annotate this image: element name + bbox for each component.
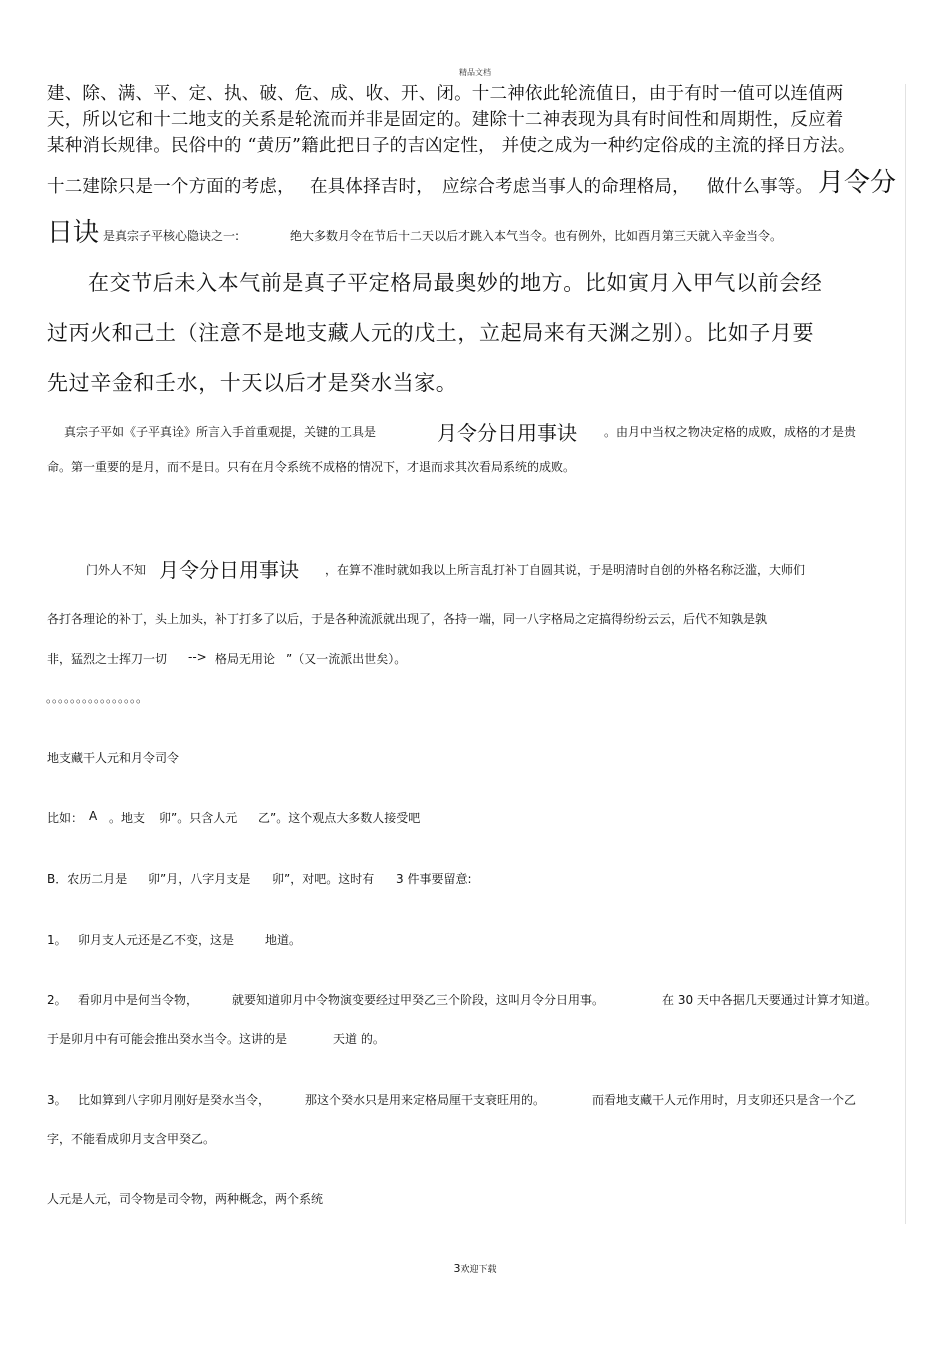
para4-line1a: 门外人不知 — [86, 563, 147, 577]
para4-line1b: ，在算不准时就如我以上所言乱打补丁自圆其说，于是明清时自创的外格名称泛滥，大师们 — [325, 563, 806, 577]
dot-separator: 。。。。。。。。。。。。。。。。 — [46, 691, 149, 705]
item1-number: 1。 — [47, 933, 67, 947]
item3-text-b: 那这个癸水只是用来定格局厘干支衰旺用的。 — [305, 1093, 546, 1107]
right-margin-line — [905, 84, 906, 1224]
b-line-d: 3 件事要留意: — [396, 872, 472, 886]
para1-line4a: 十二建除只是一个方面的考虑， — [47, 177, 295, 197]
para4-line3a: 非，猛烈之士挥刀一切 — [47, 652, 168, 666]
para1-line4d: 做什么事等。 — [707, 177, 814, 197]
para3-line2: 命。第一重要的是月，而不是日。只有在月令系统不成格的情况下，才退而求其次看局系统的成败。 — [47, 460, 576, 474]
para2-line1: 在交节后未入本气前是真子平定格局最奥妙的地方。比如寅月入甲气以前会经 — [88, 271, 823, 295]
para2-line2: 过丙火和己土（注意不是地支藏人元的戊土，立起局来有天渊之别）。比如子月要 — [47, 321, 815, 345]
para4-line3c: 格局无用论 — [215, 652, 276, 666]
item3-line2: 字，不能看成卯月支含甲癸乙。 — [47, 1132, 216, 1146]
b-line-b: 卯”月，八字月支是 — [148, 872, 251, 886]
para1-line3: 某种消长规律。民俗中的 “黄历”籍此把日子的吉凶定性， 并使之成为一种约定俗成的主流的择日方法。 — [47, 136, 856, 156]
item2-line2a: 于是卯月中有可能会推出癸水当令。这讲的是 — [47, 1032, 288, 1046]
example-e: 乙”。这个观点大多数人接受吧 — [258, 811, 421, 825]
para3-line1-big: 月令分日用事诀 — [437, 421, 577, 445]
para1-line5-big: 日诀 — [47, 218, 100, 248]
example-d: 卯”。只含人元 — [159, 811, 238, 825]
b-line-c: 卯”，对吧。这时有 — [272, 872, 375, 886]
para4-line2: 各打各理论的补丁，头上加头，补丁打多了以后，于是各种流派就出现了，各持一端，同一八字格局之定搞得纷纷云云，后代不知孰是孰 — [47, 612, 768, 626]
item2-line2b: 天道 的。 — [333, 1032, 385, 1046]
para4-line1-big: 月令分日用事诀 — [159, 558, 299, 582]
page-number: 3 — [453, 1262, 461, 1275]
b-line-a: B．农历二月是 — [47, 872, 128, 886]
para4-line3b: --> — [188, 650, 207, 664]
item3-number: 3。 — [47, 1093, 67, 1107]
para1-line5-small-b: 绝大多数月令在节后十二天以后才跳入本气当令。也有例外，比如酉月第三天就入辛金当令。 — [290, 229, 783, 243]
para2-line3: 先过辛金和壬水，十天以后才是癸水当家。 — [47, 371, 458, 395]
para1-line4b: 在具体择吉时， — [310, 177, 434, 197]
para1-line4c: 应综合考虑当事人的命理格局， — [442, 177, 690, 197]
para1-line5-small-a: 是真宗子平核心隐诀之一: — [103, 229, 240, 243]
para1-line4-big: 月令分 — [818, 168, 897, 198]
item2-number: 2。 — [47, 993, 67, 1007]
item1-text-a: 卯月支人元还是乙不变，这是 — [78, 933, 235, 947]
item1-text-b: 地道。 — [265, 933, 302, 947]
item3-text-a: 比如算到八字卯月刚好是癸水当令， — [78, 1093, 271, 1107]
page-header: 精品文档 — [459, 68, 491, 77]
para3-line1a: 真宗子平如《子平真诠》所言入手首重观提，关键的工具是 — [64, 425, 377, 439]
page-footer — [0, 1262, 950, 1275]
conclusion: 人元是人元，司令物是司令物，两种概念，两个系统 — [47, 1192, 324, 1206]
example-a: 比如： — [47, 811, 84, 825]
item2-text-c: 在 30 天中各据几天要通过计算才知道。 — [662, 993, 877, 1007]
item2-text-b: 就要知道卯月中令物演变要经过甲癸乙三个阶段，这叫月令分日用事。 — [232, 993, 605, 1007]
para1-line1: 建、除、满、平、定、执、破、危、成、收、开、闭。十二神依此轮流值日，由于有时一值可以连值两 — [47, 84, 844, 104]
item3-text-c: 而看地支藏干人元作用时，月支卯还只是含一个乙 — [592, 1093, 857, 1107]
para1-line2: 天，所以它和十二地支的关系是轮流而并非是固定的。建除十二神表现为具有时间性和周期性，反应着 — [47, 110, 844, 130]
item2-text-a: 看卯月中是何当令物， — [78, 993, 199, 1007]
para4-line3d: ”（又一流派出世矣）。 — [286, 652, 407, 666]
para3-line1b: 。由月中当权之物决定格的成败，成格的才是贵 — [604, 425, 857, 439]
section-title: 地支藏干人元和月令司令 — [47, 751, 180, 765]
example-c: 。地支 — [109, 811, 146, 825]
footer-label: 欢迎下载 — [460, 1265, 497, 1275]
example-b: A — [89, 809, 98, 823]
